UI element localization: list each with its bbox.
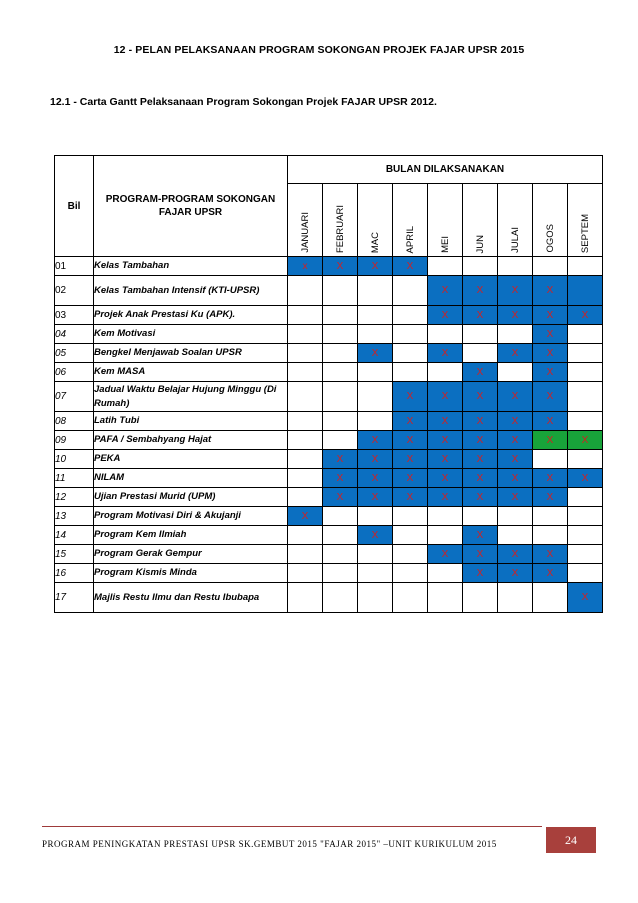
gantt-cell-januari bbox=[288, 583, 323, 613]
row-program: Program Kismis Minda bbox=[94, 564, 288, 583]
gantt-cell-april: X bbox=[393, 412, 428, 431]
gantt-cell-januari bbox=[288, 344, 323, 363]
gantt-cell-ogos bbox=[533, 450, 568, 469]
row-bil: 10 bbox=[55, 450, 94, 469]
gantt-cell-septem bbox=[568, 344, 603, 363]
row-bil: 12 bbox=[55, 488, 94, 507]
gantt-cell-mac bbox=[358, 583, 393, 613]
table-row bbox=[55, 583, 603, 613]
gantt-cell-ogos bbox=[533, 507, 568, 526]
gantt-cell-mac bbox=[358, 363, 393, 382]
gantt-cell-septem: X bbox=[568, 583, 603, 613]
gantt-cell-ogos: X bbox=[533, 431, 568, 450]
gantt-cell-jun bbox=[463, 325, 498, 344]
gantt-cell-septem bbox=[568, 382, 603, 412]
gantt-cell-septem bbox=[568, 276, 603, 306]
gantt-cell-ogos: X bbox=[533, 564, 568, 583]
month-label: FEBRUARI bbox=[334, 204, 346, 253]
gantt-cell-jun bbox=[463, 344, 498, 363]
gantt-cell-januari bbox=[288, 526, 323, 545]
gantt-cell-jun bbox=[463, 583, 498, 613]
month-label: JUN bbox=[474, 234, 486, 253]
gantt-cell-septem bbox=[568, 412, 603, 431]
gantt-cell-mei bbox=[428, 583, 463, 613]
gantt-cell-jun: X bbox=[463, 526, 498, 545]
gantt-cell-februari bbox=[323, 382, 358, 412]
month-header-septem bbox=[568, 184, 603, 257]
head-bil: Bil bbox=[55, 156, 94, 257]
row-bil: 05 bbox=[55, 344, 94, 363]
row-bil: 14 bbox=[55, 526, 94, 545]
gantt-cell-april: X bbox=[393, 382, 428, 412]
gantt-table bbox=[54, 155, 603, 613]
table-row bbox=[55, 306, 603, 325]
row-program: Projek Anak Prestasi Ku (APK). bbox=[94, 306, 288, 325]
footer-text: PROGRAM PENINGKATAN PRESTASI UPSR SK.GEMBUT 2015 "FAJAR 2015" –UNIT KURIKULUM 2015 bbox=[42, 839, 497, 849]
page-number: 24 bbox=[546, 827, 596, 853]
gantt-cell-april: X bbox=[393, 488, 428, 507]
gantt-cell-septem: X bbox=[568, 469, 603, 488]
gantt-cell-ogos: X bbox=[533, 363, 568, 382]
gantt-cell-septem bbox=[568, 257, 603, 276]
gantt-cell-julai: X bbox=[498, 469, 533, 488]
month-label: JULAI bbox=[509, 227, 521, 253]
month-header-ogos bbox=[533, 184, 568, 257]
head-program: PROGRAM-PROGRAM SOKONGAN FAJAR UPSR bbox=[94, 156, 288, 257]
month-label: JANUARI bbox=[299, 212, 311, 253]
gantt-cell-februari bbox=[323, 526, 358, 545]
row-bil: 06 bbox=[55, 363, 94, 382]
gantt-cell-septem bbox=[568, 363, 603, 382]
gantt-cell-april bbox=[393, 306, 428, 325]
table-row bbox=[55, 363, 603, 382]
row-bil: 16 bbox=[55, 564, 94, 583]
gantt-cell-januari bbox=[288, 363, 323, 382]
gantt-cell-julai: X bbox=[498, 564, 533, 583]
gantt-cell-mei: X bbox=[428, 382, 463, 412]
month-label: OGOS bbox=[544, 224, 556, 253]
gantt-cell-januari bbox=[288, 488, 323, 507]
table-row bbox=[55, 450, 603, 469]
gantt-cell-ogos bbox=[533, 257, 568, 276]
gantt-cell-ogos: X bbox=[533, 382, 568, 412]
gantt-cell-jun: X bbox=[463, 306, 498, 325]
gantt-cell-januari bbox=[288, 276, 323, 306]
row-bil: 04 bbox=[55, 325, 94, 344]
page-title: 12 - PELAN PELAKSANAAN PROGRAM SOKONGAN PROJEK FAJAR UPSR 2015 bbox=[113, 44, 525, 56]
gantt-cell-februari: X bbox=[323, 469, 358, 488]
gantt-cell-april bbox=[393, 363, 428, 382]
gantt-cell-januari bbox=[288, 431, 323, 450]
row-bil: 07 bbox=[55, 382, 94, 412]
gantt-cell-februari bbox=[323, 306, 358, 325]
gantt-cell-septem bbox=[568, 325, 603, 344]
gantt-cell-april: X bbox=[393, 431, 428, 450]
gantt-cell-ogos: X bbox=[533, 488, 568, 507]
gantt-cell-jun: X bbox=[463, 276, 498, 306]
gantt-cell-septem: X bbox=[568, 306, 603, 325]
gantt-cell-jun: X bbox=[463, 564, 498, 583]
table-row bbox=[55, 412, 603, 431]
row-bil: 17 bbox=[55, 583, 94, 613]
gantt-cell-april: X bbox=[393, 257, 428, 276]
row-program: Program Kem Ilmiah bbox=[94, 526, 288, 545]
gantt-cell-septem bbox=[568, 507, 603, 526]
gantt-cell-jun: X bbox=[463, 363, 498, 382]
gantt-cell-april bbox=[393, 325, 428, 344]
month-header-januari bbox=[288, 184, 323, 257]
gantt-cell-jun bbox=[463, 257, 498, 276]
table-row bbox=[55, 344, 603, 363]
gantt-cell-julai bbox=[498, 583, 533, 613]
month-label: MAC bbox=[369, 231, 381, 253]
gantt-cell-julai: X bbox=[498, 306, 533, 325]
row-program: Majlis Restu Ilmu dan Restu Ibubapa bbox=[94, 583, 288, 613]
gantt-cell-januari bbox=[288, 382, 323, 412]
month-label: APRIL bbox=[404, 225, 416, 253]
gantt-cell-ogos: X bbox=[533, 325, 568, 344]
gantt-cell-julai bbox=[498, 507, 533, 526]
gantt-cell-ogos: X bbox=[533, 306, 568, 325]
row-bil: 03 bbox=[55, 306, 94, 325]
gantt-cell-septem bbox=[568, 526, 603, 545]
gantt-cell-mei: X bbox=[428, 450, 463, 469]
gantt-cell-mei: X bbox=[428, 306, 463, 325]
row-bil: 11 bbox=[55, 469, 94, 488]
gantt-cell-julai bbox=[498, 363, 533, 382]
row-bil: 09 bbox=[55, 431, 94, 450]
gantt-cell-mac: X bbox=[358, 431, 393, 450]
footer-divider bbox=[42, 826, 542, 827]
gantt-cell-julai: X bbox=[498, 344, 533, 363]
row-program: PAFA / Sembahyang Hajat bbox=[94, 431, 288, 450]
table-row bbox=[55, 488, 603, 507]
gantt-cell-mac bbox=[358, 306, 393, 325]
month-header-februari bbox=[323, 184, 358, 257]
gantt-cell-mac: X bbox=[358, 450, 393, 469]
section-title: 12.1 - Carta Gantt Pelaksanaan Program Sokongan Projek FAJAR UPSR 2012. bbox=[50, 96, 437, 108]
table-row bbox=[55, 564, 603, 583]
gantt-cell-mac bbox=[358, 382, 393, 412]
row-program: Kelas Tambahan Intensif (KTI-UPSR) bbox=[94, 276, 288, 306]
gantt-cell-mac: X bbox=[358, 257, 393, 276]
gantt-cell-februari bbox=[323, 545, 358, 564]
gantt-cell-mei: X bbox=[428, 276, 463, 306]
gantt-cell-april bbox=[393, 276, 428, 306]
gantt-cell-mac bbox=[358, 507, 393, 526]
gantt-cell-julai: X bbox=[498, 545, 533, 564]
row-program: Kem MASA bbox=[94, 363, 288, 382]
month-label: SEPTEM bbox=[579, 213, 591, 253]
gantt-cell-julai: X bbox=[498, 276, 533, 306]
gantt-cell-ogos: X bbox=[533, 545, 568, 564]
gantt-cell-mac bbox=[358, 412, 393, 431]
row-program: Kelas Tambahan bbox=[94, 257, 288, 276]
month-header-julai bbox=[498, 184, 533, 257]
gantt-cell-mac bbox=[358, 325, 393, 344]
gantt-cell-jun: X bbox=[463, 488, 498, 507]
row-program: Kem Motivasi bbox=[94, 325, 288, 344]
month-header-mac bbox=[358, 184, 393, 257]
row-program: PEKA bbox=[94, 450, 288, 469]
month-header-jun bbox=[463, 184, 498, 257]
gantt-cell-februari bbox=[323, 325, 358, 344]
gantt-cell-april bbox=[393, 344, 428, 363]
gantt-cell-april bbox=[393, 545, 428, 564]
gantt-cell-ogos bbox=[533, 583, 568, 613]
gantt-cell-mac: X bbox=[358, 344, 393, 363]
head-bulan: BULAN DILAKSANAKAN bbox=[288, 156, 603, 184]
gantt-cell-mei bbox=[428, 325, 463, 344]
row-program: Bengkel Menjawab Soalan UPSR bbox=[94, 344, 288, 363]
gantt-cell-januari: x bbox=[288, 257, 323, 276]
gantt-cell-februari bbox=[323, 276, 358, 306]
gantt-cell-januari bbox=[288, 450, 323, 469]
gantt-cell-februari bbox=[323, 344, 358, 363]
gantt-cell-ogos: X bbox=[533, 469, 568, 488]
gantt-cell-septem bbox=[568, 545, 603, 564]
gantt-cell-februari bbox=[323, 583, 358, 613]
gantt-cell-jun: X bbox=[463, 382, 498, 412]
gantt-cell-septem bbox=[568, 488, 603, 507]
month-header-april bbox=[393, 184, 428, 257]
gantt-cell-mei: X bbox=[428, 488, 463, 507]
table-row bbox=[55, 545, 603, 564]
gantt-cell-julai: X bbox=[498, 450, 533, 469]
gantt-cell-mac bbox=[358, 545, 393, 564]
table-row bbox=[55, 382, 603, 412]
gantt-cell-mei: X bbox=[428, 431, 463, 450]
table-row bbox=[55, 507, 603, 526]
gantt-cell-mei bbox=[428, 564, 463, 583]
gantt-cell-septem bbox=[568, 450, 603, 469]
gantt-cell-januari bbox=[288, 469, 323, 488]
gantt-cell-mei: X bbox=[428, 344, 463, 363]
gantt-cell-julai: X bbox=[498, 431, 533, 450]
gantt-cell-april bbox=[393, 564, 428, 583]
gantt-cell-februari: X bbox=[323, 257, 358, 276]
row-program: Ujian Prestasi Murid (UPM) bbox=[94, 488, 288, 507]
gantt-cell-septem bbox=[568, 564, 603, 583]
month-label: MEI bbox=[439, 236, 451, 253]
gantt-cell-mac bbox=[358, 276, 393, 306]
row-program: Latih Tubi bbox=[94, 412, 288, 431]
gantt-cell-ogos bbox=[533, 526, 568, 545]
gantt-cell-mei bbox=[428, 526, 463, 545]
table-row bbox=[55, 431, 603, 450]
gantt-cell-julai: X bbox=[498, 488, 533, 507]
row-bil: 02 bbox=[55, 276, 94, 306]
gantt-cell-julai: X bbox=[498, 382, 533, 412]
gantt-cell-februari bbox=[323, 507, 358, 526]
row-bil: 08 bbox=[55, 412, 94, 431]
gantt-cell-mac: X bbox=[358, 469, 393, 488]
gantt-cell-april bbox=[393, 583, 428, 613]
gantt-cell-julai bbox=[498, 325, 533, 344]
row-program: NILAM bbox=[94, 469, 288, 488]
gantt-cell-februari bbox=[323, 431, 358, 450]
gantt-cell-februari: X bbox=[323, 488, 358, 507]
gantt-cell-mei: X bbox=[428, 545, 463, 564]
gantt-cell-ogos: X bbox=[533, 412, 568, 431]
gantt-cell-mei: X bbox=[428, 412, 463, 431]
gantt-cell-jun: X bbox=[463, 469, 498, 488]
gantt-cell-februari bbox=[323, 412, 358, 431]
gantt-body bbox=[55, 257, 603, 613]
gantt-cell-januari bbox=[288, 306, 323, 325]
row-program: Program Gerak Gempur bbox=[94, 545, 288, 564]
gantt-cell-mei bbox=[428, 507, 463, 526]
gantt-cell-januari bbox=[288, 325, 323, 344]
gantt-cell-april: X bbox=[393, 469, 428, 488]
month-header-mei bbox=[428, 184, 463, 257]
row-bil: 13 bbox=[55, 507, 94, 526]
gantt-cell-april bbox=[393, 507, 428, 526]
gantt-cell-julai: X bbox=[498, 412, 533, 431]
table-row bbox=[55, 257, 603, 276]
gantt-cell-februari bbox=[323, 363, 358, 382]
gantt-cell-jun bbox=[463, 507, 498, 526]
gantt-cell-septem: X bbox=[568, 431, 603, 450]
gantt-cell-mac: X bbox=[358, 526, 393, 545]
gantt-cell-januari: X bbox=[288, 507, 323, 526]
table-row bbox=[55, 469, 603, 488]
gantt-cell-februari bbox=[323, 564, 358, 583]
gantt-cell-jun: X bbox=[463, 545, 498, 564]
gantt-cell-jun: X bbox=[463, 412, 498, 431]
gantt-cell-mei: X bbox=[428, 469, 463, 488]
gantt-cell-mac: X bbox=[358, 488, 393, 507]
gantt-cell-januari bbox=[288, 412, 323, 431]
gantt-cell-julai bbox=[498, 257, 533, 276]
gantt-cell-april bbox=[393, 526, 428, 545]
gantt-cell-ogos: X bbox=[533, 276, 568, 306]
gantt-cell-februari: X bbox=[323, 450, 358, 469]
gantt-cell-ogos: X bbox=[533, 344, 568, 363]
gantt-cell-mei bbox=[428, 257, 463, 276]
gantt-cell-jun: X bbox=[463, 450, 498, 469]
table-row bbox=[55, 325, 603, 344]
gantt-cell-mei bbox=[428, 363, 463, 382]
gantt-cell-mac bbox=[358, 564, 393, 583]
gantt-cell-jun: X bbox=[463, 431, 498, 450]
gantt-cell-januari bbox=[288, 564, 323, 583]
gantt-cell-april: X bbox=[393, 450, 428, 469]
row-bil: 01 bbox=[55, 257, 94, 276]
row-program: Jadual Waktu Belajar Hujung Minggu (Di Rumah) bbox=[94, 382, 288, 412]
table-row bbox=[55, 526, 603, 545]
table-row bbox=[55, 276, 603, 306]
row-bil: 15 bbox=[55, 545, 94, 564]
gantt-cell-julai bbox=[498, 526, 533, 545]
gantt-cell-januari bbox=[288, 545, 323, 564]
row-program: Program Motivasi Diri & Akujanji bbox=[94, 507, 288, 526]
